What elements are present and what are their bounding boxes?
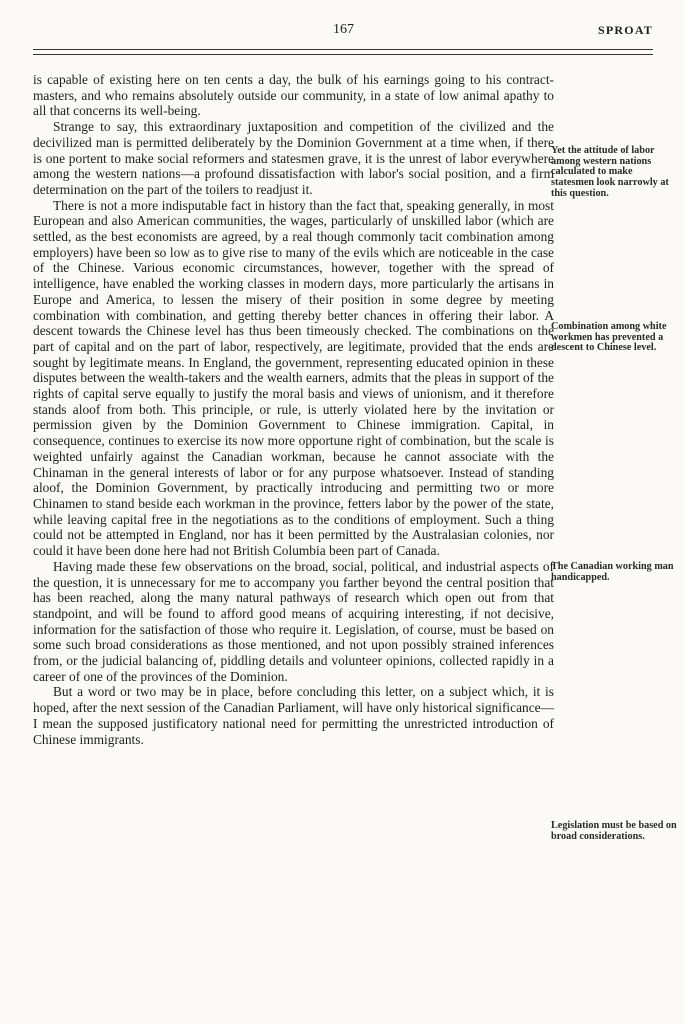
page-header (33, 18, 653, 40)
paragraph: There is not a more indisputable fact in history than the fact that, speaking generally, in most European and also American communities, the wages, particularly of unskilled labor (which are settled, as the best economists are agreed, by a real though commonly tacit combination among employers) have been so low as to give rise to many of the evils which are noticeable in the case of the Chinese. Various economic circumstances, however, together with the spread of intelligence, have enabled the working classes in modern days, more particularly the artisans in Europe and America, to lessen the misery of their position in some degree by meeting combination with combination, and getting thereby better chances in offering their labor. A descent towards the Chinese level has thus been timeously checked. The combinations on the part of capital and on the part of labor, respectively, are legitimate, provided that the ends are sought by legitimate means. In England, the government, representing educated opinion in these disputes between the wealth-takers and the wealth earners, admits that the pleas in support of the rights of capital serve equally to justify the moral basis and views of unionism, and it therefore stands aloof from both. This principle, or rule, is utterly violated here by the invitation or permission given by the Dominion Government to Chinese immigration. Capital, in consequence, continues to exercise its now more opportune right of combination, but the scale is weighted unfairly against the Canadian workman, because he cannot associate with the Chinaman in the general interests of labor or for any purpose whatsoever. Instead of standing aloof, the Dominion Government, by practically introducing and permitting two or more Chinamen to stand beside each workman in the province, fetters labor by the power of the state, while leaving capital free in the negotiations as to the conditions of employment. Such a thing could not be attempted in England, nor has it been permitted by the Australasian colonies, nor could it have been done here had not British Columbia been part of Canada. (33, 197, 554, 559)
margin-note: The Canadian working man handicapped. (551, 561, 674, 583)
header-rule-bottom (33, 54, 653, 55)
page-number: 167 (333, 22, 354, 37)
main-text-column (33, 72, 554, 747)
margin-note: Yet the attitude of labor among western nations calculated to make statesmen look narrowly at this question. (551, 145, 669, 199)
header-rule-top (33, 49, 653, 50)
paragraph: is capable of existing here on ten cents a day, the bulk of his earnings going to his contract-masters, and who remains absolutely outside our community, in a state of low animal apathy to all that concerns its well-being. (33, 72, 554, 119)
paragraph: Having made these few observations on the broad, social, political, and industrial aspects of the question, it is unnecessary for me to accompany you farther beyond the central position that has been reached, along the many natural pathways of research which open out from that standpoint, and will be found to afford good means of acquiring interesting, if not decisive, information for the satisfaction of those who require it. Legislation, of course, must be based on some such broad considerations as those mentioned, and not upon possibly strained inferences from, or the judicial balancing of, piddling details and volunteer opinions, collected rapidly in a career of one of the provinces of the Dominion. (33, 558, 554, 684)
margin-note: Combination among white workmen has prevented a descent to Chinese level. (551, 321, 667, 354)
paragraph: But a word or two may be in place, before concluding this letter, on a subject which, it is hoped, after the next session of the Canadian Parliament, will have only historical significance—I mean the supposed justificatory national need for permitting the unrestricted introduction of Chinese immigrants. (33, 684, 554, 747)
margin-note: Legislation must be based on broad considerations. (551, 820, 677, 842)
running-head: SPROAT (598, 23, 653, 37)
paragraph: Strange to say, this extraordinary juxtaposition and competition of the civilized and the decivilized man is permitted deliberately by the Dominion Government at a time when, if there is one portent to make social reformers and statesmen grave, it is the unrest of labor everywhere among the western nations—a profound dissatisfaction with labor's social position, and a firm determination on the part of the toilers to readjust it. (33, 119, 554, 197)
